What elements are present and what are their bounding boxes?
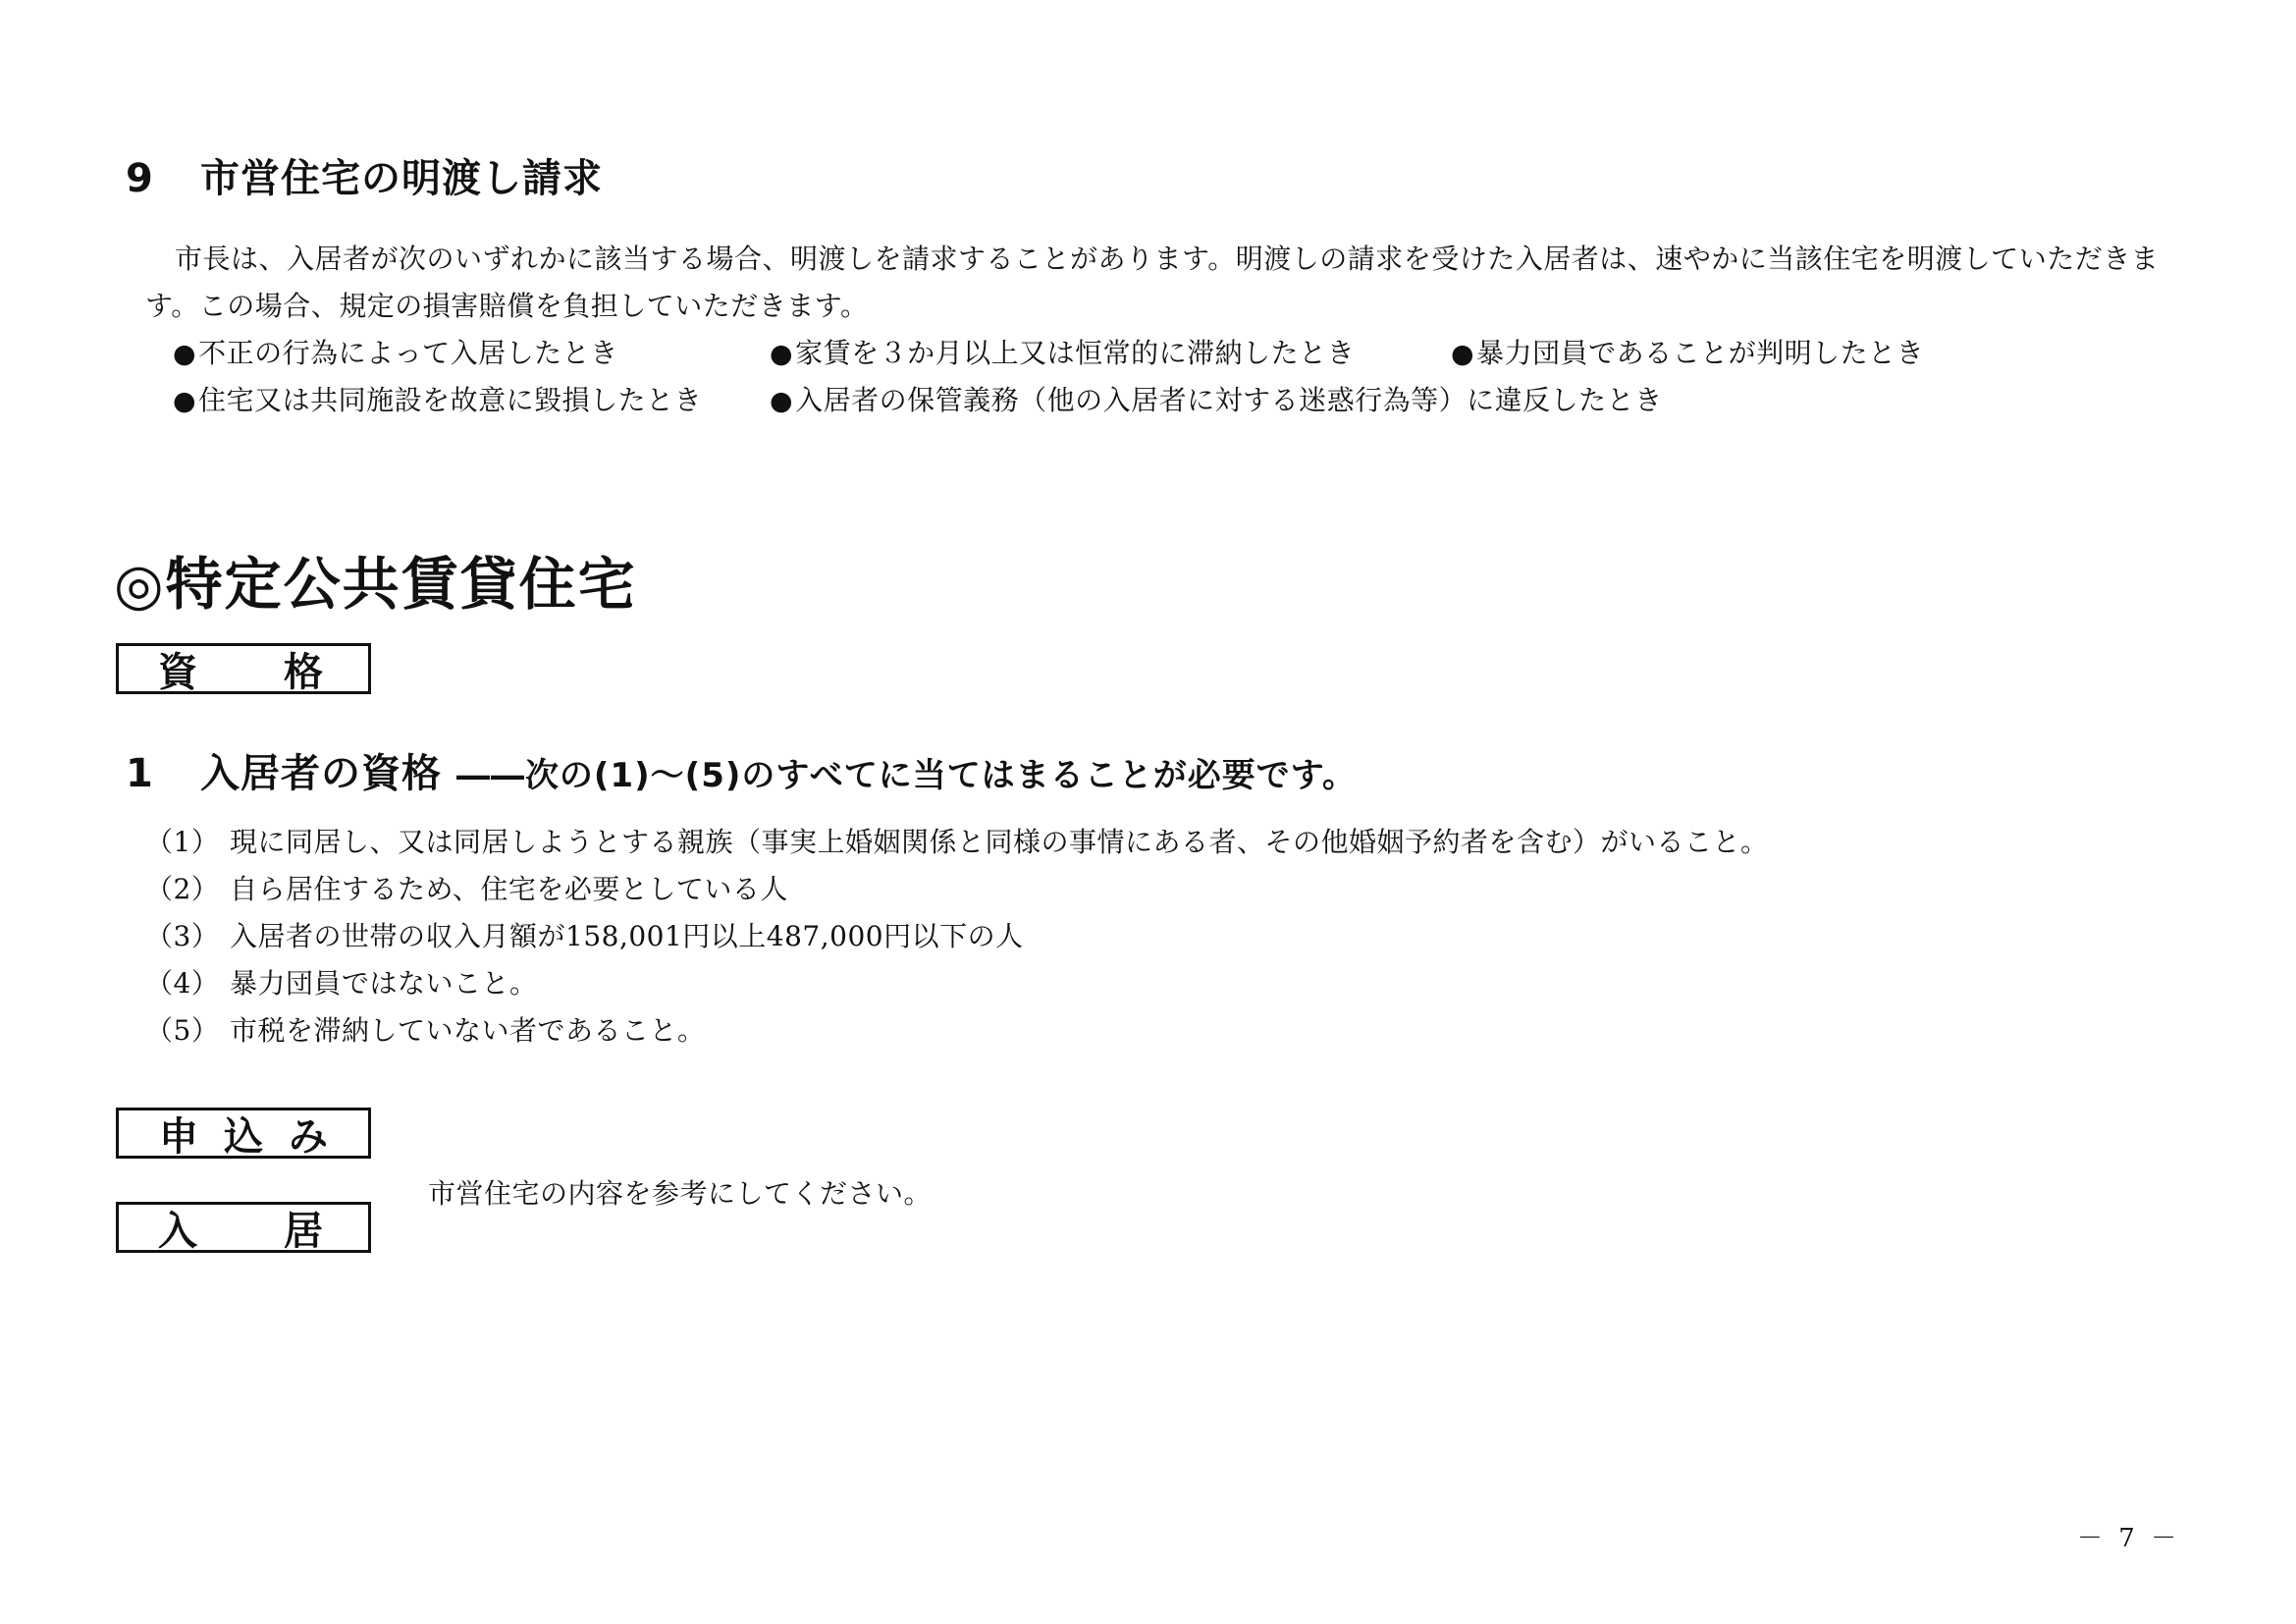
box-char: み bbox=[289, 1112, 328, 1160]
eviction-condition-text: 暴力団員であることが判明したとき bbox=[1476, 337, 1925, 369]
requirement-item bbox=[145, 821, 1769, 860]
requirement-text: 入居者の世帯の収入月額が158,001円以上487,000円以下の人 bbox=[230, 920, 1024, 952]
eviction-condition-item bbox=[770, 379, 1663, 418]
requirement-item bbox=[145, 962, 538, 1001]
box-char: 格 bbox=[284, 648, 323, 695]
requirement-item bbox=[145, 915, 1024, 954]
section-9-paragraph-line-2: す。この場合、規定の損害賠償を負担していただきます。 bbox=[145, 290, 869, 322]
application-note: 市営住宅の内容を参考にしてください。 bbox=[428, 1177, 933, 1210]
section-9-heading bbox=[126, 147, 603, 203]
section-9-number: 9 bbox=[126, 156, 154, 201]
bullet-icon: ● bbox=[770, 339, 794, 369]
requirement-number: （2） bbox=[145, 873, 220, 905]
requirement-item bbox=[145, 868, 788, 907]
section-1-title: 入居者の資格 bbox=[200, 751, 442, 796]
box-char: 居 bbox=[284, 1207, 323, 1254]
move-in-box-label bbox=[116, 1202, 371, 1253]
eviction-condition-text: 入居者の保管義務（他の入居者に対する迷惑行為等）に違反したとき bbox=[795, 384, 1663, 416]
requirement-text: 暴力団員ではないこと。 bbox=[230, 967, 538, 1000]
box-char: 申 bbox=[159, 1112, 198, 1160]
requirement-number: （5） bbox=[145, 1014, 220, 1047]
section-1-number: 1 bbox=[126, 751, 154, 796]
requirement-number: （3） bbox=[145, 920, 220, 952]
box-char: 入 bbox=[158, 1207, 197, 1254]
section-1-heading bbox=[126, 742, 1357, 798]
requirement-text: 市税を滞納していない者であること。 bbox=[230, 1014, 706, 1047]
bullet-icon: ● bbox=[173, 386, 197, 416]
eviction-condition-item bbox=[770, 332, 1355, 371]
requirement-number: （1） bbox=[145, 826, 220, 858]
bullet-icon: ● bbox=[1451, 339, 1475, 369]
eviction-condition-item bbox=[1451, 332, 1924, 371]
requirement-item bbox=[145, 1009, 706, 1049]
application-box-label bbox=[116, 1108, 371, 1159]
eviction-condition-text: 不正の行為によって入居したとき bbox=[198, 337, 618, 369]
eviction-condition-item bbox=[173, 379, 702, 418]
requirement-text: 自ら居住するため、住宅を必要としている人 bbox=[230, 873, 788, 905]
requirement-text: 現に同居し、又は同居しようとする親族（事実上婚姻関係と同様の事情にある者、その他婚姻予約者を含む）がいること。 bbox=[230, 826, 1769, 858]
eviction-condition-text: 住宅又は共同施設を故意に毀損したとき bbox=[198, 384, 703, 416]
bullet-icon: ● bbox=[770, 386, 794, 416]
page-number: － 7 － bbox=[2077, 1524, 2181, 1553]
section-9-title: 市営住宅の明渡し請求 bbox=[200, 156, 603, 201]
eviction-condition-item bbox=[173, 332, 618, 371]
section-9-paragraph-line-1: 市長は、入居者が次のいずれかに該当する場合、明渡しを請求することがあります。明渡しの請求を受けた入居者は、速やかに当該住宅を明渡していただきま bbox=[175, 243, 2160, 275]
bullet-icon: ● bbox=[173, 339, 197, 369]
box-char: 資 bbox=[158, 648, 197, 695]
eviction-condition-text: 家賃を３か月以上又は恒常的に滞納したとき bbox=[795, 337, 1356, 369]
qualification-box-label bbox=[116, 643, 371, 694]
requirement-number: （4） bbox=[145, 967, 220, 1000]
section-1-subtitle: ――次の(1)～(5)のすべてに当てはまることが必要です。 bbox=[455, 756, 1358, 795]
special-housing-heading: ◎特定公共賃貸住宅 bbox=[114, 551, 637, 618]
box-char: 込 bbox=[224, 1112, 263, 1160]
